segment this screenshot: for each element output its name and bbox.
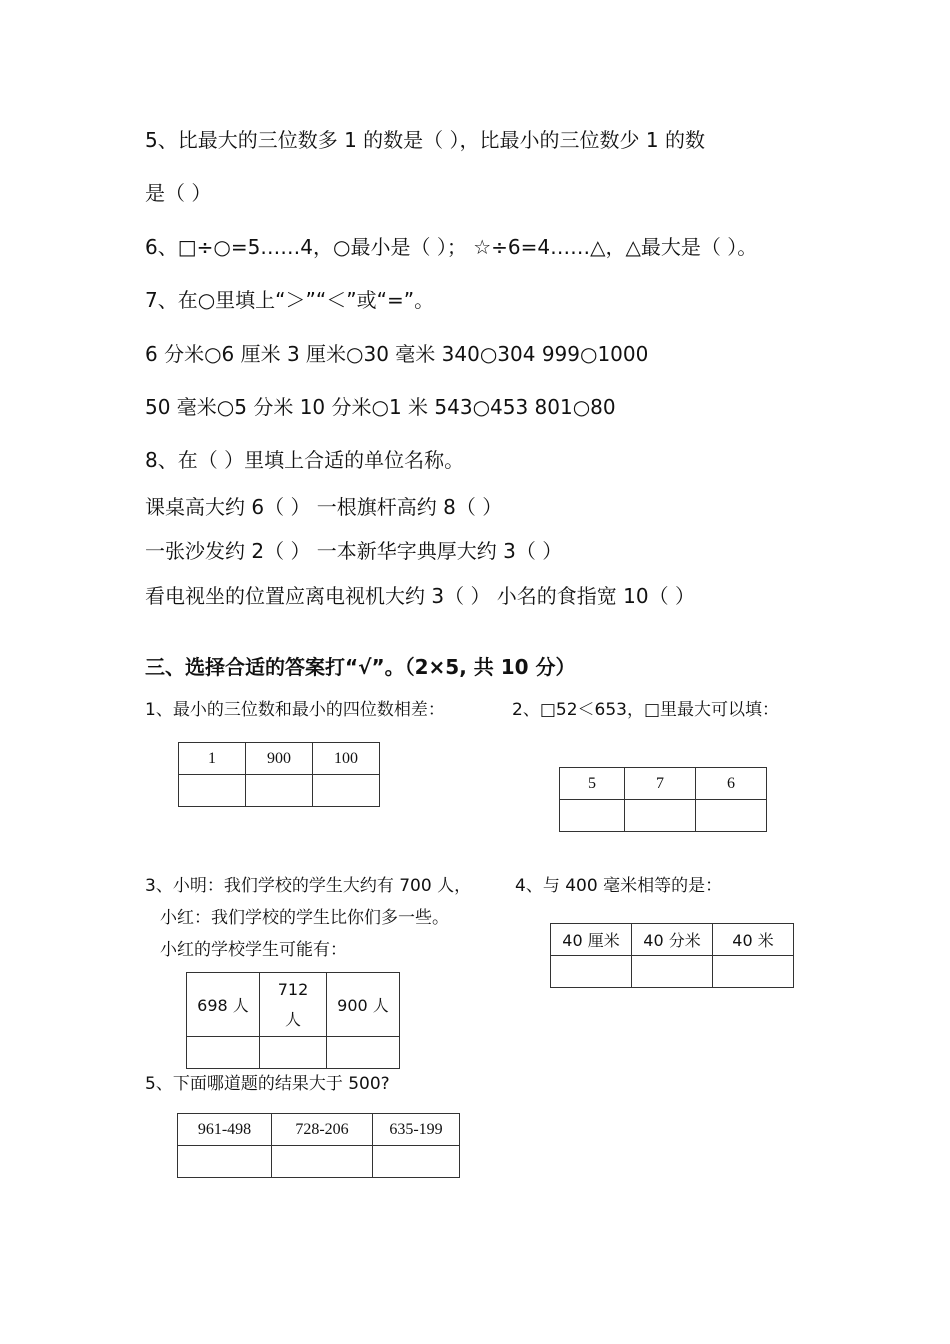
question-7-row-2: 50 毫米○5 分米 10 分米○1 米 543○453 801○80 <box>145 395 616 419</box>
choice-5-answer-cell-2[interactable] <box>272 1146 373 1178</box>
choice-4-answer-cell-2[interactable] <box>632 956 713 988</box>
question-6: 6、□÷○=5……4，○最小是（ ）； ☆÷6=4……△，△最大是（ ）。 <box>145 235 758 259</box>
section-3-heading: 三、选择合适的答案打“√”。（2×5, 共 10 分） <box>145 655 576 679</box>
choice-question-3-line-2: 小红：我们学校的学生比你们多一些。 <box>160 908 449 928</box>
choice-2-option-1: 5 <box>560 768 625 800</box>
choice-3-answer-cell-3[interactable] <box>327 1037 400 1069</box>
choice-1-option-2: 900 <box>246 743 313 775</box>
question-8-row-1: 课桌高大约 6（ ） 一根旗杆高约 8（ ） <box>145 495 503 519</box>
choice-1-answer-cell-1[interactable] <box>179 775 246 807</box>
question-5-line-2: 是（ ） <box>145 181 212 205</box>
choice-3-answer-cell-1[interactable] <box>187 1037 260 1069</box>
choice-question-3-line-3: 小红的学校学生可能有： <box>160 940 347 960</box>
question-5-line-1: 5、比最大的三位数多 1 的数是（ ），比最小的三位数少 1 的数 <box>145 128 705 152</box>
choice-question-4: 4、与 400 毫米相等的是： <box>515 876 723 896</box>
choice-1-option-3: 100 <box>313 743 380 775</box>
choice-5-option-1: 961-498 <box>178 1114 272 1146</box>
choice-3-option-2: 712 人 <box>260 973 327 1037</box>
choice-5-option-3: 635-199 <box>373 1114 460 1146</box>
choice-question-2: 2、□52＜653，□里最大可以填： <box>512 700 780 720</box>
choice-4-answer-cell-1[interactable] <box>551 956 632 988</box>
choice-1-answer-cell-2[interactable] <box>246 775 313 807</box>
question-8-title: 8、在（ ）里填上合适的单位名称。 <box>145 448 465 472</box>
choice-3-table <box>186 972 400 1069</box>
choice-5-option-2: 728-206 <box>272 1114 373 1146</box>
choice-2-option-3: 6 <box>696 768 767 800</box>
choice-4-table <box>550 923 794 988</box>
choice-2-option-2: 7 <box>625 768 696 800</box>
choice-question-5: 5、下面哪道题的结果大于 500? <box>145 1074 390 1094</box>
choice-5-answer-cell-3[interactable] <box>373 1146 460 1178</box>
choice-4-option-2: 40 分米 <box>632 924 713 956</box>
choice-4-option-3: 40 米 <box>713 924 794 956</box>
choice-5-table <box>177 1113 460 1178</box>
choice-2-answer-cell-1[interactable] <box>560 800 625 832</box>
choice-1-table <box>178 742 380 807</box>
choice-3-answer-cell-2[interactable] <box>260 1037 327 1069</box>
question-7-title: 7、在○里填上“＞”“＜”或“=”。 <box>145 288 435 312</box>
question-8-row-2: 一张沙发约 2（ ） 一本新华字典厚大约 3（ ） <box>145 539 563 563</box>
choice-2-answer-cell-2[interactable] <box>625 800 696 832</box>
question-7-row-1: 6 分米○6 厘米 3 厘米○30 毫米 340○304 999○1000 <box>145 342 649 366</box>
question-8-row-3: 看电视坐的位置应离电视机大约 3（ ） 小名的食指宽 10（ ） <box>145 584 695 608</box>
choice-5-answer-cell-1[interactable] <box>178 1146 272 1178</box>
choice-4-option-1: 40 厘米 <box>551 924 632 956</box>
choice-1-answer-cell-3[interactable] <box>313 775 380 807</box>
choice-1-option-1: 1 <box>179 743 246 775</box>
choice-question-1: 1、最小的三位数和最小的四位数相差： <box>145 700 445 720</box>
choice-3-option-3: 900 人 <box>327 973 400 1037</box>
choice-2-answer-cell-3[interactable] <box>696 800 767 832</box>
choice-4-answer-cell-3[interactable] <box>713 956 794 988</box>
choice-3-option-1: 698 人 <box>187 973 260 1037</box>
choice-2-table <box>559 767 767 832</box>
choice-question-3-line-1: 3、小明：我们学校的学生大约有 700 人， <box>145 876 472 896</box>
